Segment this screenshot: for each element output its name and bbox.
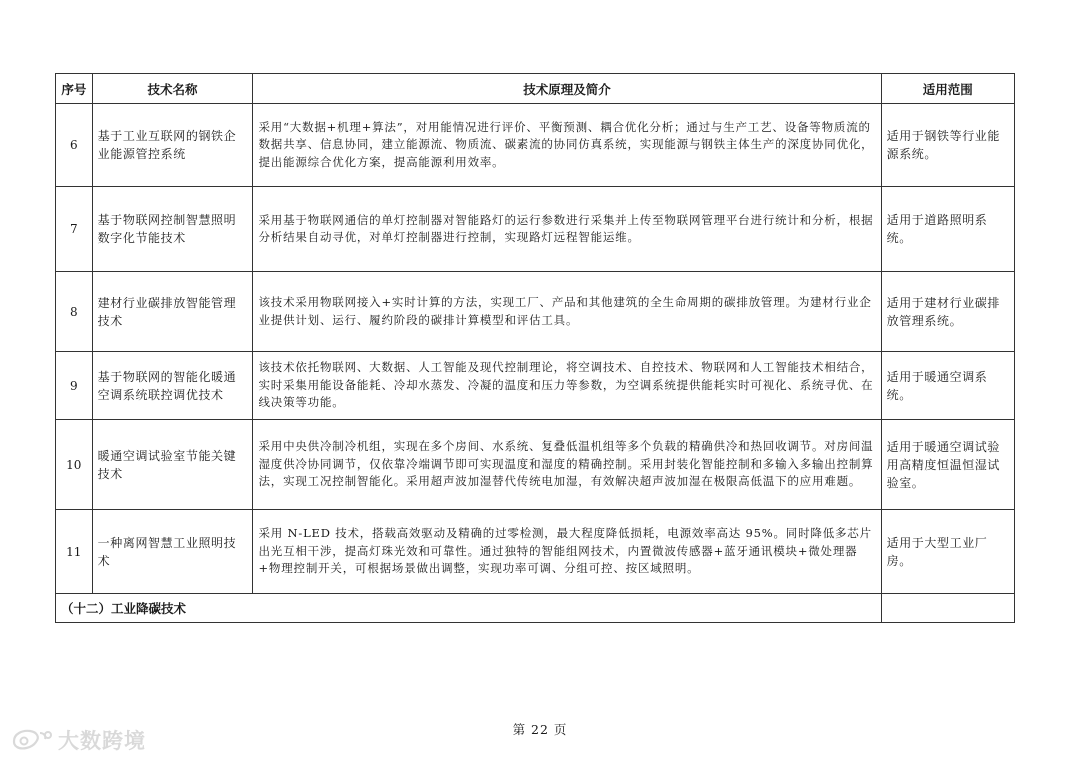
row-serial-no: 9 <box>56 352 93 420</box>
table-row <box>56 420 1015 510</box>
row-scope: 适用于钢铁等行业能源系统。 <box>881 104 1014 187</box>
section-empty-cell <box>881 594 1014 623</box>
table-row <box>56 104 1015 187</box>
header-tech-principle: 技术原理及简介 <box>253 74 881 104</box>
header-tech-name: 技术名称 <box>92 74 253 104</box>
row-serial-no: 7 <box>56 187 93 272</box>
row-tech-name: 建材行业碳排放智能管理技术 <box>92 272 253 352</box>
row-tech-name: 一种离网智慧工业照明技术 <box>92 510 253 594</box>
row-serial-no: 10 <box>56 420 93 510</box>
row-scope: 适用于建材行业碳排放管理系统。 <box>881 272 1014 352</box>
header-serial-no: 序号 <box>56 74 93 104</box>
row-tech-name: 基于物联网控制智慧照明数字化节能技术 <box>92 187 253 272</box>
row-tech-desc: 采用“大数据+机理+算法”，对用能情况进行评价、平衡预测、耦合优化分析；通过与生产工艺、设备等物质流的数据共享、信息协同，建立能源流、物质流、碳素流的协同仿真系统，实现能源与钢铁主体生产的深度协同优化，提出能源综合优化方案，提高能源利用效率。 <box>253 104 881 187</box>
row-tech-desc: 采用中央供冷制冷机组，实现在多个房间、水系统、复叠低温机组等多个负载的精确供冷和热回收调节。对房间温湿度供冷协同调节，仅依靠冷端调节即可实现温度和湿度的精确控制。采用封装化智能控制和多输入多输出控制算法，实现工况控制智能化。采用超声波加湿替代传统电加湿，有效解决超声波加湿在极限高低温下的应用难题。 <box>253 420 881 510</box>
row-scope: 适用于暖通空调系统。 <box>881 352 1014 420</box>
row-scope: 适用于道路照明系统。 <box>881 187 1014 272</box>
table-row <box>56 272 1015 352</box>
watermark-text: 大数跨境 <box>58 729 146 753</box>
technology-table <box>55 73 1015 623</box>
row-serial-no: 6 <box>56 104 93 187</box>
header-scope: 适用范围 <box>881 74 1014 104</box>
watermark <box>10 726 146 754</box>
row-scope: 适用于大型工业厂房。 <box>881 510 1014 594</box>
row-serial-no: 8 <box>56 272 93 352</box>
page-number: 第 22 页 <box>512 722 568 737</box>
row-tech-desc: 采用基于物联网通信的单灯控制器对智能路灯的运行参数进行采集并上传至物联网管理平台进行统计和分析，根据分析结果自动寻优，对单灯控制器进行控制，实现路灯远程智能运维。 <box>253 187 881 272</box>
section-heading: （十二）工业降碳技术 <box>56 594 882 623</box>
row-tech-name: 暖通空调试验室节能关键技术 <box>92 420 253 510</box>
row-tech-desc: 该技术依托物联网、大数据、人工智能及现代控制理论，将空调技术、自控技术、物联网和人工智能技术相结合，实时采集用能设备能耗、冷却水蒸发、冷凝的温度和压力等参数，为空调系统提供能耗实时可视化、系统寻优、在线决策等功能。 <box>253 352 881 420</box>
row-tech-desc: 该技术采用物联网接入+实时计算的方法，实现工厂、产品和其他建筑的全生命周期的碳排放管理。为建材行业企业提供计划、运行、履约阶段的碳排计算模型和评估工具。 <box>253 272 881 352</box>
table-row <box>56 510 1015 594</box>
table-row <box>56 187 1015 272</box>
table-header-row <box>56 74 1015 104</box>
weibo-logo-icon <box>10 727 54 753</box>
row-tech-name: 基于物联网的智能化暖通空调系统联控调优技术 <box>92 352 253 420</box>
row-tech-desc: 采用 N-LED 技术，搭载高效驱动及精确的过零检测，最大程度降低损耗，电源效率高达 95%。同时降低多芯片出光互相干涉，提高灯珠光效和可靠性。通过独特的智能组网技术，内置微波传感器+蓝牙通讯模块+微处理器+物理控制开关，可根据场景做出调整，实现功率可调、分组可控、按区域照明。 <box>253 510 881 594</box>
row-tech-name: 基于工业互联网的钢铁企业能源管控系统 <box>92 104 253 187</box>
section-heading-row <box>56 594 1015 623</box>
row-scope: 适用于暖通空调试验用高精度恒温恒湿试验室。 <box>881 420 1014 510</box>
table-row <box>56 352 1015 420</box>
row-serial-no: 11 <box>56 510 93 594</box>
